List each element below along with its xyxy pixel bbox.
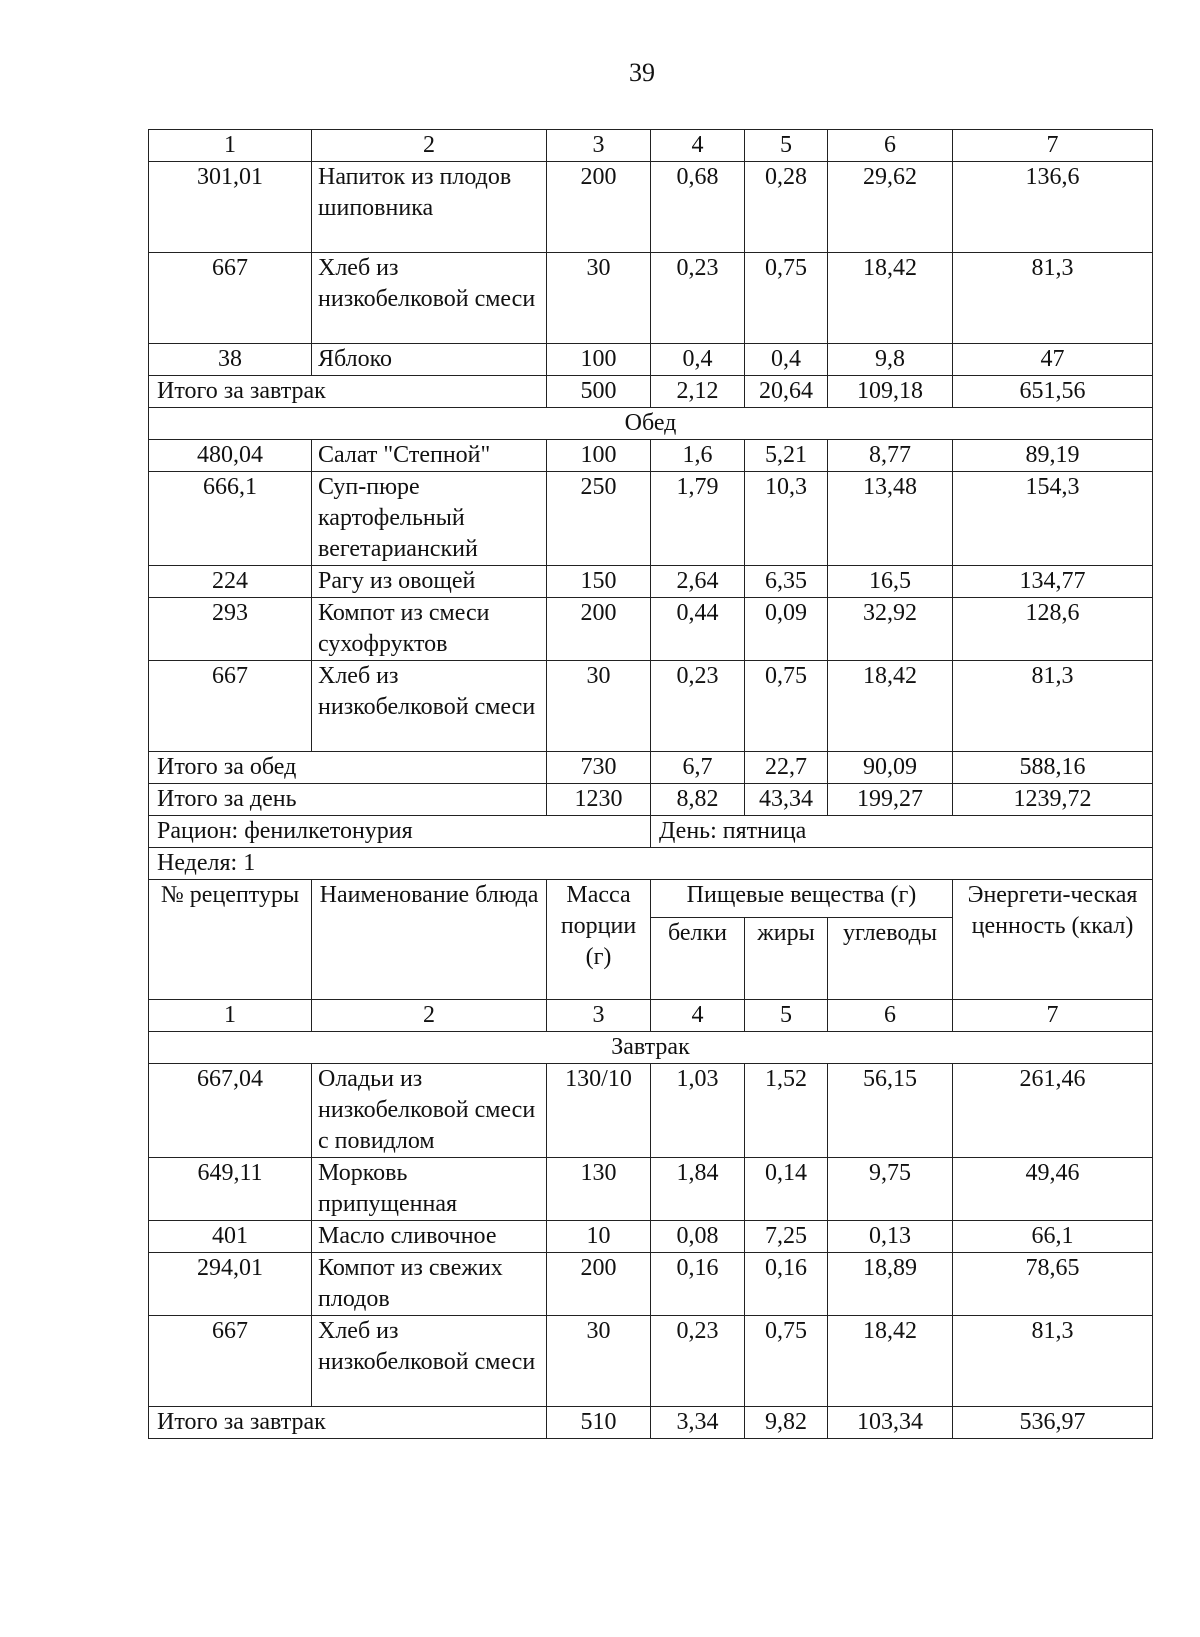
portion-mass: 250 — [547, 472, 651, 566]
day-label: День: пятница — [651, 816, 1153, 848]
energy-value: 81,3 — [953, 1316, 1153, 1407]
header-carbs: углеводы — [828, 918, 953, 1000]
table-row — [149, 598, 1153, 661]
column-number: 2 — [312, 1000, 547, 1032]
fat-value: 0,09 — [745, 598, 828, 661]
column-number: 2 — [312, 130, 547, 162]
column-number-row — [149, 130, 1153, 162]
table-row — [149, 1253, 1153, 1316]
carbs-value: 18,89 — [828, 1253, 953, 1316]
portion-mass: 100 — [547, 344, 651, 376]
total-row — [149, 752, 1153, 784]
table-row — [149, 566, 1153, 598]
section-title-row — [149, 408, 1153, 440]
fat-value: 5,21 — [745, 440, 828, 472]
total-label: Итого за завтрак — [149, 1407, 547, 1439]
protein-value: 1,84 — [651, 1158, 745, 1221]
protein-value: 0,68 — [651, 162, 745, 253]
energy-value: 136,6 — [953, 162, 1153, 253]
carbs-value: 56,15 — [828, 1064, 953, 1158]
recipe-number: 667 — [149, 1316, 312, 1407]
table-row — [149, 472, 1153, 566]
portion-mass: 130 — [547, 1158, 651, 1221]
protein-value: 2,64 — [651, 566, 745, 598]
recipe-number: 480,04 — [149, 440, 312, 472]
carbs-value: 9,8 — [828, 344, 953, 376]
recipe-number: 667 — [149, 253, 312, 344]
protein-value: 0,23 — [651, 1316, 745, 1407]
protein-value: 1,03 — [651, 1064, 745, 1158]
column-number: 3 — [547, 130, 651, 162]
carbs-value: 18,42 — [828, 1316, 953, 1407]
header-nutrients: Пищевые вещества (г) — [651, 880, 953, 918]
page-number: 39 — [629, 58, 655, 87]
total-label: Итого за день — [149, 784, 547, 816]
week-label: Неделя: 1 — [149, 848, 1153, 880]
total-row — [149, 784, 1153, 816]
table-row — [149, 1158, 1153, 1221]
energy-value: 128,6 — [953, 598, 1153, 661]
dish-name: Рагу из овощей — [312, 566, 547, 598]
total-energy: 651,56 — [953, 376, 1153, 408]
portion-mass: 130/10 — [547, 1064, 651, 1158]
ration-label: Рацион: фенилкетонурия — [149, 816, 651, 848]
total-carbs: 103,34 — [828, 1407, 953, 1439]
total-carbs: 199,27 — [828, 784, 953, 816]
recipe-number: 667 — [149, 661, 312, 752]
column-number: 7 — [953, 130, 1153, 162]
portion-mass: 200 — [547, 1253, 651, 1316]
header-row — [149, 880, 1153, 918]
table-row — [149, 1316, 1153, 1407]
energy-value: 47 — [953, 344, 1153, 376]
column-number: 6 — [828, 1000, 953, 1032]
portion-mass: 150 — [547, 566, 651, 598]
total-energy: 588,16 — [953, 752, 1153, 784]
table-row — [149, 344, 1153, 376]
fat-value: 0,28 — [745, 162, 828, 253]
total-protein: 6,7 — [651, 752, 745, 784]
fat-value: 6,35 — [745, 566, 828, 598]
header-energy: Энергети-ческая ценность (ккал) — [953, 880, 1153, 1000]
dish-name: Морковь припущенная — [312, 1158, 547, 1221]
dish-name: Яблоко — [312, 344, 547, 376]
table-row — [149, 253, 1153, 344]
fat-value: 0,4 — [745, 344, 828, 376]
portion-mass: 100 — [547, 440, 651, 472]
total-fat: 20,64 — [745, 376, 828, 408]
energy-value: 89,19 — [953, 440, 1153, 472]
carbs-value: 0,13 — [828, 1221, 953, 1253]
fat-value: 1,52 — [745, 1064, 828, 1158]
total-protein: 8,82 — [651, 784, 745, 816]
energy-value: 261,46 — [953, 1064, 1153, 1158]
dish-name: Компот из свежих плодов — [312, 1253, 547, 1316]
dish-name: Масло сливочное — [312, 1221, 547, 1253]
protein-value: 0,23 — [651, 661, 745, 752]
energy-value: 78,65 — [953, 1253, 1153, 1316]
energy-value: 81,3 — [953, 661, 1153, 752]
protein-value: 0,44 — [651, 598, 745, 661]
total-portion: 730 — [547, 752, 651, 784]
section-title: Завтрак — [149, 1032, 1153, 1064]
column-number: 5 — [745, 1000, 828, 1032]
table-row — [149, 1221, 1153, 1253]
column-number: 7 — [953, 1000, 1153, 1032]
portion-mass: 200 — [547, 598, 651, 661]
total-portion: 510 — [547, 1407, 651, 1439]
recipe-number: 666,1 — [149, 472, 312, 566]
fat-value: 0,14 — [745, 1158, 828, 1221]
fat-value: 7,25 — [745, 1221, 828, 1253]
total-carbs: 90,09 — [828, 752, 953, 784]
dish-name: Напиток из плодов шиповника — [312, 162, 547, 253]
carbs-value: 18,42 — [828, 253, 953, 344]
column-number: 1 — [149, 130, 312, 162]
carbs-value: 29,62 — [828, 162, 953, 253]
column-number: 1 — [149, 1000, 312, 1032]
fat-value: 0,75 — [745, 253, 828, 344]
fat-value: 0,75 — [745, 661, 828, 752]
protein-value: 0,08 — [651, 1221, 745, 1253]
header-fat: жиры — [745, 918, 828, 1000]
total-energy: 536,97 — [953, 1407, 1153, 1439]
total-fat: 22,7 — [745, 752, 828, 784]
portion-mass: 30 — [547, 661, 651, 752]
week-row — [149, 848, 1153, 880]
header-protein: белки — [651, 918, 745, 1000]
header-portion: Масса порции (г) — [547, 880, 651, 1000]
protein-value: 1,6 — [651, 440, 745, 472]
fat-value: 0,16 — [745, 1253, 828, 1316]
fat-value: 0,75 — [745, 1316, 828, 1407]
total-energy: 1239,72 — [953, 784, 1153, 816]
protein-value: 1,79 — [651, 472, 745, 566]
carbs-value: 32,92 — [828, 598, 953, 661]
recipe-number: 401 — [149, 1221, 312, 1253]
column-number: 6 — [828, 130, 953, 162]
carbs-value: 9,75 — [828, 1158, 953, 1221]
header-dish-name: Наименование блюда — [312, 880, 547, 1000]
total-portion: 1230 — [547, 784, 651, 816]
recipe-number: 649,11 — [149, 1158, 312, 1221]
total-protein: 3,34 — [651, 1407, 745, 1439]
energy-value: 49,46 — [953, 1158, 1153, 1221]
dish-name: Компот из смеси сухофруктов — [312, 598, 547, 661]
total-row — [149, 376, 1153, 408]
recipe-number: 301,01 — [149, 162, 312, 253]
total-fat: 9,82 — [745, 1407, 828, 1439]
energy-value: 81,3 — [953, 253, 1153, 344]
total-portion: 500 — [547, 376, 651, 408]
recipe-number: 294,01 — [149, 1253, 312, 1316]
column-number: 3 — [547, 1000, 651, 1032]
recipe-number: 224 — [149, 566, 312, 598]
total-row — [149, 1407, 1153, 1439]
column-number: 5 — [745, 130, 828, 162]
fat-value: 10,3 — [745, 472, 828, 566]
dish-name: Оладьи из низкобелковой смеси с повидлом — [312, 1064, 547, 1158]
recipe-number: 293 — [149, 598, 312, 661]
section-title-row — [149, 1032, 1153, 1064]
header-recipe-number: № рецептуры — [149, 880, 312, 1000]
dish-name: Суп-пюре картофельный вегетарианский — [312, 472, 547, 566]
ration-row — [149, 816, 1153, 848]
column-number: 4 — [651, 130, 745, 162]
column-number-row — [149, 1000, 1153, 1032]
menu-table — [148, 129, 1153, 1439]
energy-value: 154,3 — [953, 472, 1153, 566]
table-row — [149, 661, 1153, 752]
total-label: Итого за завтрак — [149, 376, 547, 408]
dish-name: Хлеб из низкобелковой смеси — [312, 1316, 547, 1407]
portion-mass: 10 — [547, 1221, 651, 1253]
section-title: Обед — [149, 408, 1153, 440]
portion-mass: 30 — [547, 1316, 651, 1407]
dish-name: Хлеб из низкобелковой смеси — [312, 661, 547, 752]
protein-value: 0,16 — [651, 1253, 745, 1316]
recipe-number: 667,04 — [149, 1064, 312, 1158]
table-row — [149, 440, 1153, 472]
portion-mass: 30 — [547, 253, 651, 344]
protein-value: 0,23 — [651, 253, 745, 344]
protein-value: 0,4 — [651, 344, 745, 376]
table-row — [149, 1064, 1153, 1158]
energy-value: 66,1 — [953, 1221, 1153, 1253]
portion-mass: 200 — [547, 162, 651, 253]
carbs-value: 18,42 — [828, 661, 953, 752]
energy-value: 134,77 — [953, 566, 1153, 598]
dish-name: Салат "Степной" — [312, 440, 547, 472]
carbs-value: 13,48 — [828, 472, 953, 566]
total-fat: 43,34 — [745, 784, 828, 816]
total-protein: 2,12 — [651, 376, 745, 408]
column-number: 4 — [651, 1000, 745, 1032]
total-label: Итого за обед — [149, 752, 547, 784]
recipe-number: 38 — [149, 344, 312, 376]
total-carbs: 109,18 — [828, 376, 953, 408]
carbs-value: 8,77 — [828, 440, 953, 472]
dish-name: Хлеб из низкобелковой смеси — [312, 253, 547, 344]
table-row — [149, 162, 1153, 253]
carbs-value: 16,5 — [828, 566, 953, 598]
